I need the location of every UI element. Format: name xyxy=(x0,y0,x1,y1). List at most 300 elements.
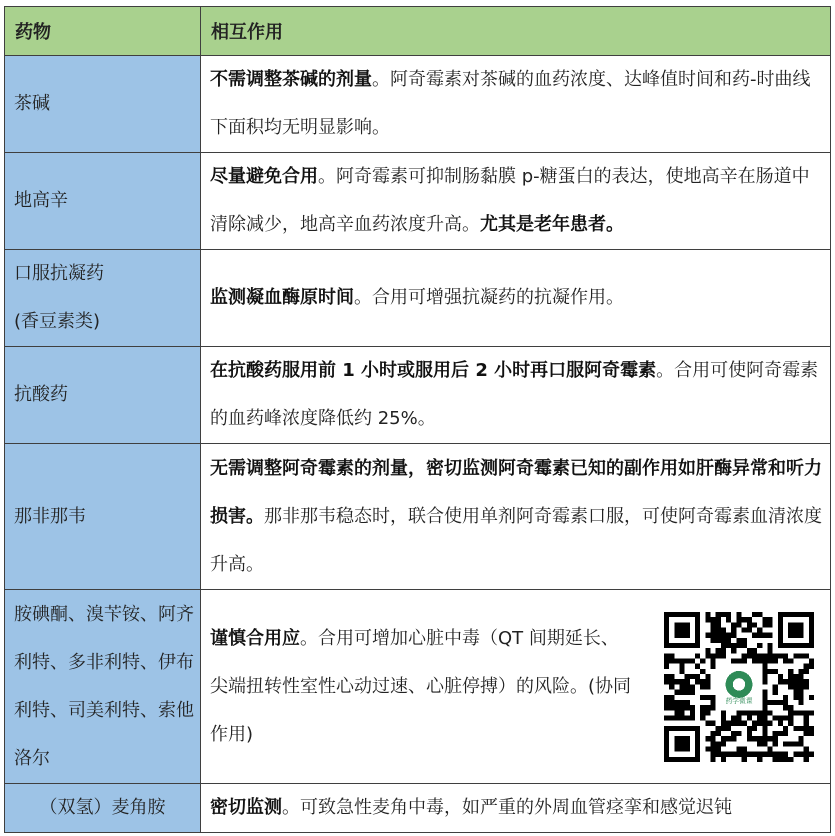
qr-module xyxy=(705,679,710,684)
qr-module xyxy=(716,653,721,658)
qr-module xyxy=(762,679,767,684)
qr-module xyxy=(680,679,685,684)
qr-module xyxy=(711,756,716,761)
qr-module xyxy=(674,715,679,720)
qr-module xyxy=(773,751,778,756)
qr-module xyxy=(705,648,710,653)
qr-module xyxy=(716,725,721,730)
qr-module xyxy=(700,668,705,673)
qr-module xyxy=(793,751,798,756)
qr-module xyxy=(752,736,757,741)
qr-module xyxy=(742,756,747,761)
qr-module xyxy=(711,746,716,751)
qr-module xyxy=(809,725,814,730)
qr-module xyxy=(711,663,716,668)
qr-module xyxy=(773,741,778,746)
qr-module xyxy=(742,751,747,756)
qr-module xyxy=(757,627,762,632)
qr-module xyxy=(762,632,767,637)
qr-module xyxy=(664,715,669,720)
qr-module xyxy=(721,756,726,761)
qr-module xyxy=(783,730,788,735)
interaction-bold: 不需调整茶碱的剂量 xyxy=(210,69,372,90)
interaction-detail: 。阿奇霉素可抑制肠黏膜 p-糖蛋白的表达，使地高辛在肠道中清除减少，地高辛血药浓度升高。 xyxy=(210,166,810,235)
interaction-detail: 。合用可增强抗凝药的抗凝作用。 xyxy=(354,287,624,308)
qr-module xyxy=(767,699,772,704)
qr-module xyxy=(804,710,809,715)
qr-module xyxy=(716,751,721,756)
qr-module xyxy=(793,674,798,679)
qr-module xyxy=(752,648,757,653)
qr-module xyxy=(773,756,778,761)
qr-module xyxy=(778,715,783,720)
qr-module xyxy=(804,751,809,756)
qr-module xyxy=(680,699,685,704)
qr-module xyxy=(736,720,741,725)
qr-module xyxy=(690,710,695,715)
qr-module xyxy=(695,663,700,668)
qr-module xyxy=(705,684,710,689)
qr-module xyxy=(804,725,809,730)
qr-module xyxy=(757,658,762,663)
qr-module xyxy=(742,627,747,632)
qr-module xyxy=(731,632,736,637)
qr-module xyxy=(716,612,721,617)
qr-module xyxy=(680,689,685,694)
qr-module xyxy=(711,658,716,663)
qr-module xyxy=(767,710,772,715)
qr-module xyxy=(793,741,798,746)
qr-module xyxy=(726,720,731,725)
qr-module xyxy=(664,699,669,704)
qr-module xyxy=(798,653,803,658)
qr-module xyxy=(705,720,710,725)
qr-module xyxy=(736,622,741,627)
qr-module xyxy=(680,684,685,689)
qr-module xyxy=(669,653,674,658)
drug-name-line1: 口服抗凝药 xyxy=(14,263,104,284)
qr-module xyxy=(798,751,803,756)
qr-module xyxy=(680,710,685,715)
header-interaction: 相互作用 xyxy=(201,7,831,56)
interaction-text xyxy=(201,444,831,590)
qr-module xyxy=(773,699,778,704)
qr-module xyxy=(669,694,674,699)
qr-module xyxy=(669,699,674,704)
qr-module xyxy=(798,689,803,694)
qr-module xyxy=(783,756,788,761)
qr-module xyxy=(767,658,772,663)
interaction-bold: 无需调整阿奇霉素的剂量，密切监测阿奇霉素已知的副作用如肝酶异常和听力损害。 xyxy=(210,457,822,527)
qr-module xyxy=(674,710,679,715)
qr-module xyxy=(685,689,690,694)
qr-module xyxy=(798,694,803,699)
interaction-text xyxy=(201,56,831,153)
qr-module xyxy=(783,751,788,756)
qr-module xyxy=(705,653,710,658)
drug-name-line2: (香豆素类) xyxy=(14,311,101,332)
interaction-detail: 。合用可使阿奇霉素的血药峰浓度降低约 25%。 xyxy=(210,360,819,429)
qr-module xyxy=(804,756,809,761)
qr-module xyxy=(767,643,772,648)
qr-module xyxy=(783,679,788,684)
qr-module xyxy=(783,725,788,730)
qr-module xyxy=(685,699,690,704)
qr-module xyxy=(773,715,778,720)
qr-module xyxy=(711,720,716,725)
qr-module xyxy=(747,725,752,730)
qr-module xyxy=(793,689,798,694)
qr-module xyxy=(716,617,721,622)
qr-module xyxy=(773,730,778,735)
qr-module xyxy=(742,710,747,715)
qr-module xyxy=(767,736,772,741)
qr-module xyxy=(674,699,679,704)
qr-module xyxy=(736,715,741,720)
qr-module xyxy=(798,674,803,679)
qr-module xyxy=(731,736,736,741)
qr-module xyxy=(757,736,762,741)
qr-module xyxy=(664,674,669,679)
qr-module xyxy=(690,684,695,689)
qr-module xyxy=(705,710,710,715)
qr-module xyxy=(716,627,721,632)
qr-module xyxy=(716,622,721,627)
qr-module xyxy=(690,689,695,694)
qr-module xyxy=(798,710,803,715)
qr-module xyxy=(798,668,803,673)
qr-module xyxy=(747,622,752,627)
qr-module xyxy=(742,643,747,648)
qr-module xyxy=(788,715,793,720)
interaction-bold: 在抗酸药服用前 1 小时或服用后 2 小时再口服阿奇霉素 xyxy=(210,360,657,381)
qr-module xyxy=(700,710,705,715)
qr-module xyxy=(788,658,793,663)
qr-module xyxy=(767,653,772,658)
qr-module xyxy=(783,741,788,746)
qr-module xyxy=(747,730,752,735)
qr-module xyxy=(778,653,783,658)
qr-module xyxy=(674,658,679,663)
qr-module xyxy=(747,627,752,632)
qr-module xyxy=(804,746,809,751)
qr-module xyxy=(721,612,726,617)
qr-module xyxy=(773,668,778,673)
qr-module xyxy=(726,612,731,617)
qr-module xyxy=(804,715,809,720)
interaction-text xyxy=(201,590,831,784)
qr-module xyxy=(783,653,788,658)
qr-module xyxy=(788,705,793,710)
qr-module xyxy=(752,710,757,715)
qr-module xyxy=(669,705,674,710)
qr-module xyxy=(783,705,788,710)
qr-module xyxy=(731,658,736,663)
qr-module xyxy=(762,617,767,622)
interaction-bold: 谨慎合用应 xyxy=(210,627,300,649)
drug-name: 那非那韦 xyxy=(5,444,201,590)
qr-module xyxy=(716,741,721,746)
drug-name: 地高辛 xyxy=(5,153,201,250)
qr-module xyxy=(731,751,736,756)
qr-module xyxy=(680,705,685,710)
qr-module xyxy=(726,637,731,642)
drug-name: 茶碱 xyxy=(5,56,201,153)
qr-module xyxy=(747,653,752,658)
qr-module xyxy=(674,689,679,694)
qr-module xyxy=(798,725,803,730)
qr-module xyxy=(773,684,778,689)
qr-module xyxy=(752,658,757,663)
qr-module xyxy=(762,710,767,715)
qr-module xyxy=(762,720,767,725)
qr-module xyxy=(716,746,721,751)
qr-module xyxy=(726,617,731,622)
qr-module xyxy=(752,751,757,756)
qr-module xyxy=(685,658,690,663)
qr-module xyxy=(767,648,772,653)
qr-module xyxy=(711,705,716,710)
interaction-detail: 。可致急性麦角中毒，如严重的外周血管痉挛和感觉迟钝 xyxy=(282,797,732,818)
qr-module xyxy=(669,684,674,689)
qr-module xyxy=(695,653,700,658)
qr-module xyxy=(731,720,736,725)
qr-module xyxy=(711,622,716,627)
qr-module xyxy=(664,679,669,684)
qr-module xyxy=(680,668,685,673)
qr-module xyxy=(778,699,783,704)
qr-module xyxy=(773,653,778,658)
interaction-bold: 监测凝血酶原时间 xyxy=(210,287,354,308)
qr-module xyxy=(669,679,674,684)
qr-module xyxy=(664,658,669,663)
qr-module xyxy=(788,710,793,715)
qr-module xyxy=(731,627,736,632)
qr-module xyxy=(747,736,752,741)
qr-module xyxy=(731,643,736,648)
qr-module xyxy=(742,720,747,725)
qr-module xyxy=(783,715,788,720)
qr-module xyxy=(747,715,752,720)
interaction-text xyxy=(201,347,831,444)
qr-module xyxy=(762,689,767,694)
qr-module xyxy=(767,668,772,673)
qr-module xyxy=(674,679,679,684)
table-row xyxy=(5,250,831,347)
qr-module xyxy=(762,715,767,720)
qr-module xyxy=(674,705,679,710)
qr-module xyxy=(762,699,767,704)
qr-module xyxy=(798,699,803,704)
qr-module xyxy=(793,679,798,684)
table-row xyxy=(5,590,831,784)
qr-module xyxy=(736,643,741,648)
qr-module xyxy=(798,684,803,689)
qr-module xyxy=(716,637,721,642)
qr-module xyxy=(762,741,767,746)
qr-module xyxy=(716,648,721,653)
qr-module xyxy=(680,715,685,720)
qr-module xyxy=(752,720,757,725)
qr-module xyxy=(680,658,685,663)
qr-module xyxy=(804,663,809,668)
qr-module xyxy=(721,648,726,653)
qr-module xyxy=(700,715,705,720)
qr-module xyxy=(742,617,747,622)
qr-module xyxy=(705,736,710,741)
qr-module xyxy=(716,632,721,637)
qr-module xyxy=(721,736,726,741)
qr-module xyxy=(731,730,736,735)
table-header-row xyxy=(5,7,831,56)
qr-module xyxy=(726,751,731,756)
qr-module xyxy=(752,632,757,637)
qr-module xyxy=(778,730,783,735)
qr-module xyxy=(721,725,726,730)
qr-module xyxy=(757,741,762,746)
qr-module xyxy=(680,663,685,668)
drug-name xyxy=(5,250,201,347)
qr-module xyxy=(731,715,736,720)
qr-module xyxy=(705,617,710,622)
qr-module xyxy=(669,658,674,663)
qr-module xyxy=(762,674,767,679)
drug-name: （双氢）麦角胺 xyxy=(5,784,201,833)
qr-module xyxy=(700,684,705,689)
qr-module xyxy=(700,658,705,663)
qr-module xyxy=(736,658,741,663)
interaction-text xyxy=(201,153,831,250)
qr-module xyxy=(747,751,752,756)
qr-module xyxy=(711,730,716,735)
qr-module xyxy=(664,705,669,710)
qr-module xyxy=(664,694,669,699)
qr-module xyxy=(783,699,788,704)
qr-module xyxy=(793,684,798,689)
qr-module xyxy=(711,736,716,741)
qr-module xyxy=(705,705,710,710)
qr-module xyxy=(804,730,809,735)
qr-module xyxy=(798,736,803,741)
qr-module xyxy=(762,705,767,710)
qr-module xyxy=(762,725,767,730)
qr-module xyxy=(762,668,767,673)
qr-module xyxy=(711,741,716,746)
qr-module xyxy=(762,663,767,668)
qr-module xyxy=(690,658,695,663)
qr-module xyxy=(809,710,814,715)
qr-module xyxy=(721,715,726,720)
qr-module xyxy=(669,674,674,679)
table-row xyxy=(5,444,831,590)
interaction-bold-tail: 尤其是老年患者。 xyxy=(480,214,624,235)
qr-module xyxy=(804,684,809,689)
qr-module xyxy=(757,653,762,658)
interaction-text xyxy=(201,784,831,833)
qr-module xyxy=(721,710,726,715)
table-row xyxy=(5,56,831,153)
qr-module xyxy=(747,710,752,715)
qr-module xyxy=(783,694,788,699)
qr-module xyxy=(716,730,721,735)
qr-module xyxy=(767,632,772,637)
table-row xyxy=(5,347,831,444)
qr-module xyxy=(669,715,674,720)
qr-module xyxy=(736,746,741,751)
qr-module xyxy=(736,617,741,622)
qr-module xyxy=(711,694,716,699)
qr-module xyxy=(742,746,747,751)
qr-module xyxy=(736,637,741,642)
qr-module xyxy=(773,689,778,694)
qr-module xyxy=(742,658,747,663)
qr-module xyxy=(762,622,767,627)
qr-module xyxy=(793,725,798,730)
qr-module xyxy=(788,720,793,725)
qr-module xyxy=(767,622,772,627)
qr-module xyxy=(762,694,767,699)
qr-module xyxy=(690,715,695,720)
qr-module xyxy=(804,653,809,658)
qr-module xyxy=(721,637,726,642)
qr-module xyxy=(762,751,767,756)
qr-module xyxy=(757,715,762,720)
qr-module xyxy=(793,710,798,715)
qr-module xyxy=(747,648,752,653)
qr-module xyxy=(721,632,726,637)
qr-module xyxy=(736,612,741,617)
qr-module xyxy=(685,679,690,684)
qr-module xyxy=(711,627,716,632)
qr-module xyxy=(711,751,716,756)
qr-module xyxy=(721,653,726,658)
qr-module xyxy=(788,684,793,689)
qr-module xyxy=(731,622,736,627)
qr-module xyxy=(664,663,669,668)
qr-module xyxy=(711,632,716,637)
qr-module xyxy=(685,705,690,710)
qr-module xyxy=(752,612,757,617)
qr-caption: 药学微课 xyxy=(725,696,753,705)
interaction-text xyxy=(201,250,831,347)
qr-module xyxy=(711,699,716,704)
qr-module xyxy=(757,632,762,637)
qr-module xyxy=(690,705,695,710)
drug-name: 胺碘酮、溴苄铵、阿齐利特、多非利特、伊布利特、司美利特、索他洛尔 xyxy=(5,590,201,784)
qr-module xyxy=(705,694,710,699)
qr-module xyxy=(700,705,705,710)
drug-name: 抗酸药 xyxy=(5,347,201,444)
interaction-detail: 。阿奇霉素对茶碱的血药浓度、达峰值时间和药-时曲线下面积均无明显影响。 xyxy=(210,69,811,138)
qr-module xyxy=(705,674,710,679)
qr-module xyxy=(695,674,700,679)
interaction-bold: 密切监测 xyxy=(210,797,282,818)
qr-module xyxy=(726,725,731,730)
qr-module xyxy=(721,643,726,648)
qr-module xyxy=(757,710,762,715)
qr-module xyxy=(762,736,767,741)
qr-code-image xyxy=(664,612,814,762)
qr-module xyxy=(664,653,669,658)
qr-module xyxy=(726,736,731,741)
qr-module xyxy=(788,741,793,746)
qr-module xyxy=(700,694,705,699)
qr-module xyxy=(773,736,778,741)
qr-module xyxy=(793,694,798,699)
table-row xyxy=(5,784,831,833)
qr-module xyxy=(742,637,747,642)
qr-module xyxy=(793,653,798,658)
